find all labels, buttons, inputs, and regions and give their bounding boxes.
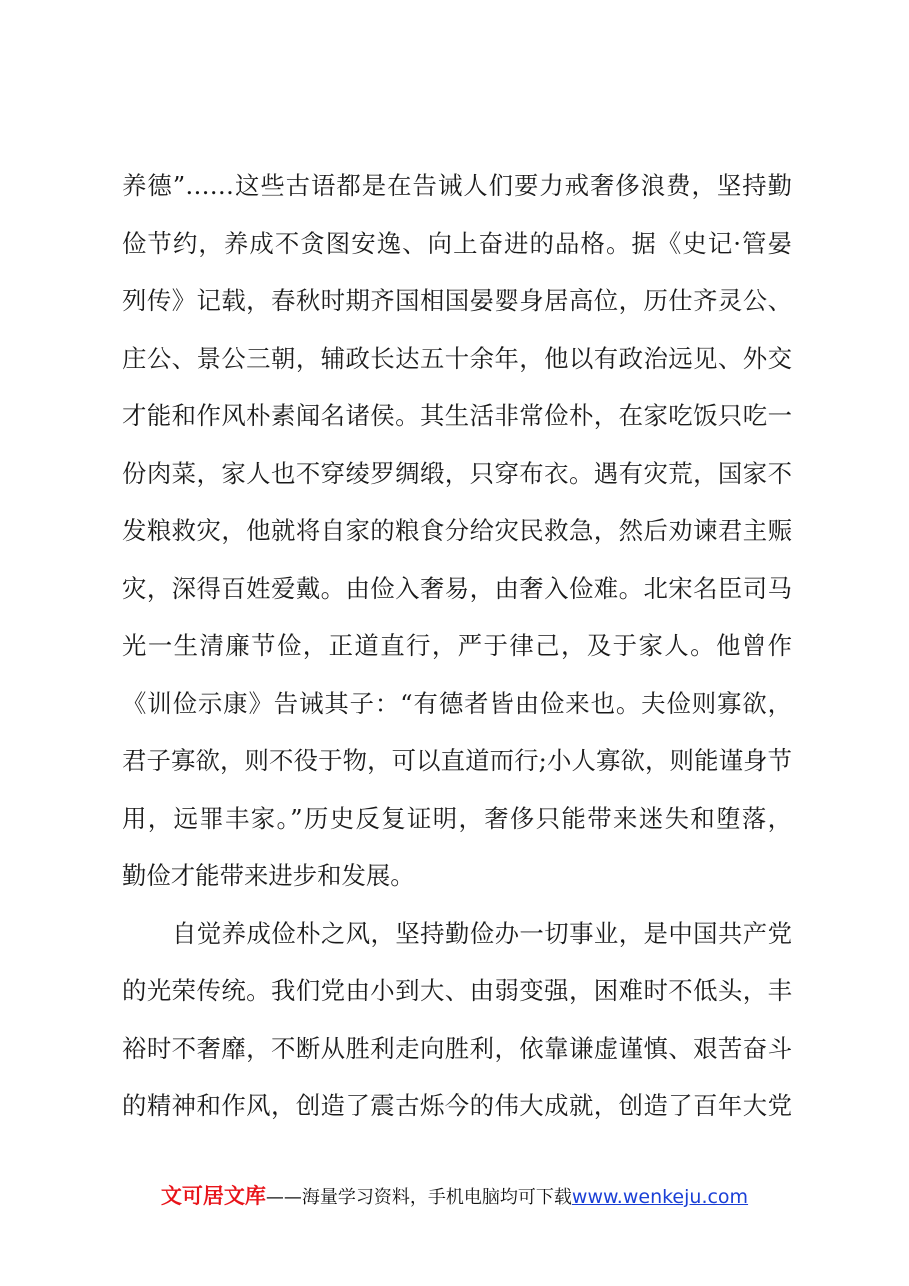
text-line: 列传》记载，春秋时期齐国相国晏婴身居高位，历仕齐灵公、 bbox=[122, 286, 792, 315]
text-line: 庄公、景公三朝，辅政长达五十余年，他以有政治远见、外交 bbox=[122, 343, 792, 373]
text-line: 份肉菜，家人也不穿绫罗绸缎，只穿布衣。遇有灾荒，国家不 bbox=[122, 458, 792, 488]
footer-dash: —— bbox=[265, 1187, 302, 1208]
text-line: 的光荣传统。我们党由小到大、由弱变强，困难时不低头，丰 bbox=[122, 976, 792, 1005]
text-line: 发粮救灾，他就将自家的粮食分给灾民救急，然后劝谏君主赈 bbox=[122, 516, 792, 545]
body-text bbox=[122, 157, 792, 1135]
footer-brand: 文可居文库 bbox=[160, 1184, 266, 1208]
text-line: 的精神和作风，创造了震古烁今的伟大成就，创造了百年大党 bbox=[122, 1091, 792, 1120]
text-line: 裕时不奢靡，不断从胜利走向胜利，依靠谦虚谨慎、艰苦奋斗 bbox=[122, 1033, 792, 1063]
footer-tagline: 海量学习资料，手机电脑均可下载 bbox=[301, 1187, 572, 1208]
footer-url-link[interactable]: www.wenkeju.com bbox=[571, 1186, 749, 1208]
text-line: 自觉养成俭朴之风，坚持勤俭办一切事业，是中国共产党 bbox=[172, 918, 792, 948]
text-line: 《训俭示康》告诫其子：“有德者皆由俭来也。夫俭则寡欲， bbox=[122, 688, 792, 718]
text-line: 灾，深得百姓爱戴。由俭入奢易，由奢入俭难。北宋名臣司马 bbox=[122, 573, 792, 603]
paragraph-2 bbox=[122, 905, 792, 1135]
text-line: 俭节约，养成不贪图安逸、向上奋进的品格。据《史记·管晏 bbox=[122, 228, 792, 258]
text-line: 光一生清廉节俭，正道直行，严于律己，及于家人。他曾作 bbox=[122, 631, 792, 660]
page-footer bbox=[0, 1183, 909, 1211]
text-line: 才能和作风朴素闻名诸侯。其生活非常俭朴，在家吃饭只吃一 bbox=[122, 401, 792, 430]
paragraph-1 bbox=[122, 157, 792, 905]
text-line: 用，远罪丰家。”历史反复证明，奢侈只能带来迷失和堕落， bbox=[122, 803, 792, 833]
text-line: 勤俭才能带来进步和发展。 bbox=[122, 861, 415, 890]
text-line: 养德”……这些古语都是在告诫人们要力戒奢侈浪费，坚持勤 bbox=[122, 171, 792, 200]
text-line: 君子寡欲，则不役于物，可以直道而行;小人寡欲，则能谨身节 bbox=[122, 746, 792, 775]
